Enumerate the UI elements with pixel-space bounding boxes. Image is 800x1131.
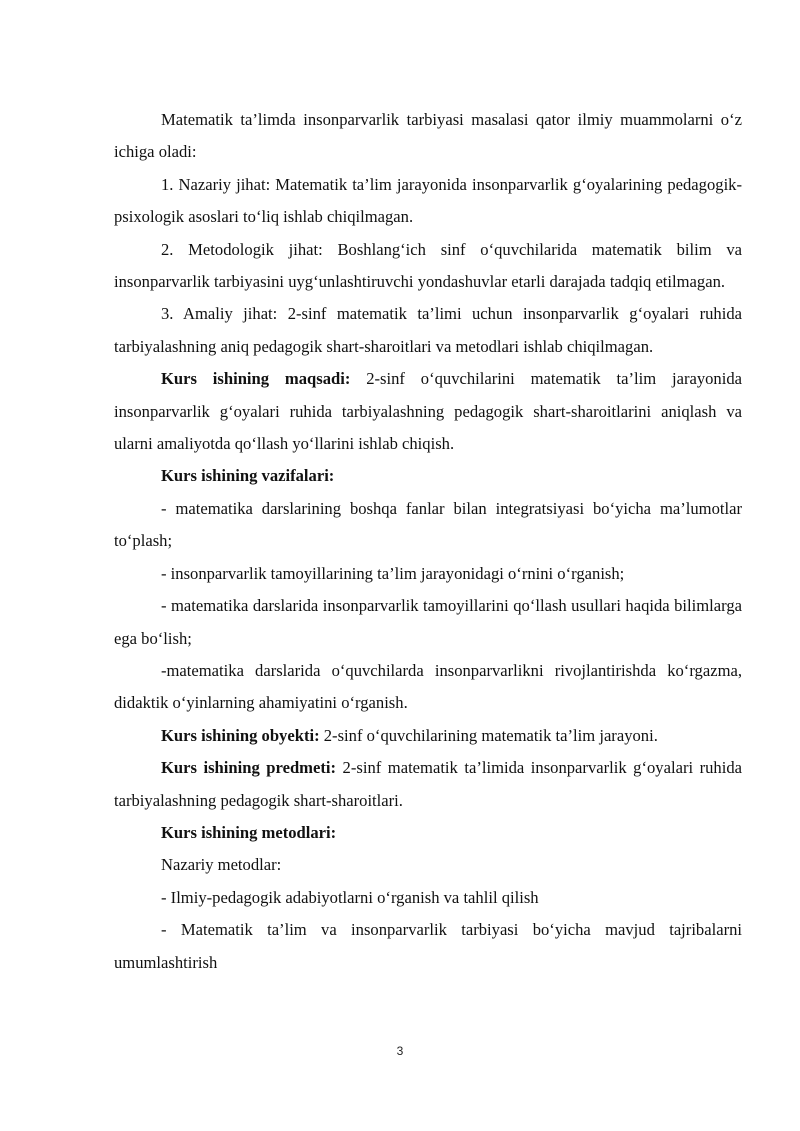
object-paragraph [114, 720, 742, 752]
goal-text: 2-sinf o‘quvchilarini matematik ta’lim jarayonida insonparvarlik g‘oyalari ruhida tarbiyalashning pedagogik shart-sharoitlarini aniqlash va ularni amaliyotda qo‘llash yo‘llarini ishlab chiqish. [114, 369, 743, 454]
problem-methodological: 2. Metodologik jihat: Boshlang‘ich sinf o‘quvchilarida matematik bilim va insonparvarlik tarbiyasini uyg‘unlashtiruvchi yondashuvlar etarli darajada tadqiq etilmagan. [114, 239, 742, 292]
object-label: Kurs ishining obyekti: [161, 725, 320, 745]
subject-label: Kurs ishining predmeti: [161, 758, 337, 778]
goal-label: Kurs ishining maqsadi: [161, 369, 351, 389]
methods-heading: Kurs ishining metodlari: [161, 822, 337, 842]
document-page [114, 104, 742, 979]
page-number: 3 [396, 1044, 404, 1058]
object-text: 2-sinf o‘quvchilarining matematik ta’lim jarayoni. [319, 725, 658, 745]
intro-paragraph: Matematik ta’limda insonparvarlik tarbiyasi masalasi qator ilmiy muammolarni o‘z ichiga oladi: [114, 110, 742, 162]
subject-text: 2-sinf matematik ta’limida insonparvarlik g‘oyalari ruhida tarbiyalashning pedagogik shart-sharoitlari. [114, 758, 742, 810]
task-item: -matematika darslarida o‘quvchilarda insonparvarlikni rivojlantirishda ko‘rgazma, didaktik o‘yinlarning ahamiyatini o‘rganish. [114, 660, 742, 713]
tasks-heading: Kurs ishining vazifalari: [161, 466, 335, 486]
goal-paragraph [114, 363, 742, 460]
subject-paragraph [114, 752, 742, 817]
problem-theoretical: 1. Nazariy jihat: Matematik ta’lim jarayonida insonparvarlik g‘oyalarining pedagogik-psixologik asoslari to‘liq ishlab chiqilmagan. [114, 174, 742, 227]
problem-practical: 3. Amaliy jihat: 2-sinf matematik ta’limi uchun insonparvarlik g‘oyalari ruhida tarbiyalashning aniq pedagogik shart-sharoitlari va metodlari ishlab chiqilmagan. [114, 304, 742, 356]
task-item: - matematika darslarining boshqa fanlar bilan integratsiyasi bo‘yicha ma’lumotlar to‘plash; [114, 498, 742, 551]
methods-subheading: Nazariy metodlar: [161, 855, 282, 875]
method-item: - Matematik ta’lim va insonparvarlik tarbiyasi bo‘yicha mavjud tajribalarni umumlashtirish [114, 920, 742, 972]
task-item: - insonparvarlik tamoyillarining ta’lim jarayonidagi o‘rnini o‘rganish; [161, 563, 625, 583]
task-item: - matematika darslarida insonparvarlik tamoyillarini qo‘llash usullari haqida bilimlarga ega bo‘lish; [114, 596, 742, 648]
method-item: - Ilmiy-pedagogik adabiyotlarni o‘rganish va tahlil qilish [161, 887, 539, 907]
